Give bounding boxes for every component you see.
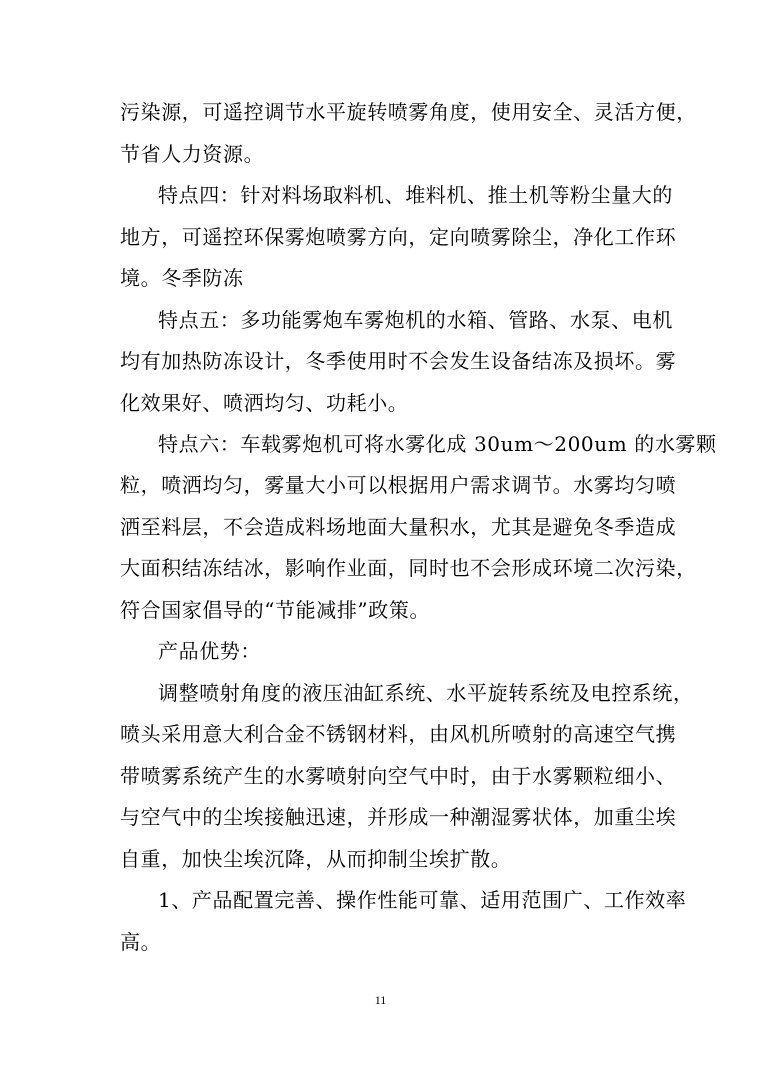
text-line-16: 喷头采用意大利合金不锈钢材料，由风机所喷射的高速空气携 — [120, 722, 677, 746]
page-number: 11 — [374, 993, 387, 1007]
text-line-10: 粒，喷洒均匀，雾量大小可以根据用户需求调节。水雾均匀喷 — [120, 473, 677, 497]
text-line-17: 带喷雾系统产生的水雾喷射向空气中时，由于水雾颗粒细小、 — [120, 764, 677, 788]
text-line-18: 与空气中的尘埃接触迅速，并形成一种潮湿雾状体，加重尘埃 — [120, 805, 677, 829]
text-line-15: 调整喷射角度的液压油缸系统、水平旋转系统及电控系统， — [158, 681, 694, 705]
text-line-3: 特点四：针对料场取料机、堆料机、推土机等粉尘量大的 — [158, 183, 673, 207]
text-line-14: 产品优势： — [158, 639, 261, 663]
text-line-13: 符合国家倡导的“节能减排”政策。 — [120, 598, 431, 622]
text-line-5: 境。冬季防冻 — [120, 266, 244, 290]
text-line-7: 均有加热防冻设计，冬季使用时不会发生设备结冻及损坏。雾 — [120, 349, 677, 373]
text-line-19: 自重，加快尘埃沉降，从而抑制尘埃扩散。 — [120, 847, 512, 871]
text-line-6: 特点五：多功能雾炮车雾炮机的水箱、管路、水泵、电机 — [158, 308, 673, 332]
text-line-12: 大面积结冻结冰，影响作业面，同时也不会形成环境二次污染， — [120, 556, 697, 580]
text-line-21: 高。 — [120, 930, 162, 954]
text-line-20: 1、产品配置完善、操作性能可靠、适用范围广、工作效率 — [158, 888, 687, 912]
text-line-9: 特点六：车载雾炮机可将水雾化成 30um～200um 的水雾颗 — [158, 432, 717, 456]
text-line-1: 污染源，可遥控调节水平旋转喷雾角度，使用安全、灵活方便， — [120, 100, 697, 124]
text-line-4: 地方，可遥控环保雾炮喷雾方向，定向喷雾除尘，净化工作环 — [120, 225, 677, 249]
text-line-2: 节省人力资源。 — [120, 142, 265, 166]
text-line-11: 洒至料层，不会造成料场地面大量积水，尤其是避免冬季造成 — [120, 515, 677, 539]
text-line-8: 化效果好、喷洒均匀、功耗小。 — [120, 391, 409, 415]
